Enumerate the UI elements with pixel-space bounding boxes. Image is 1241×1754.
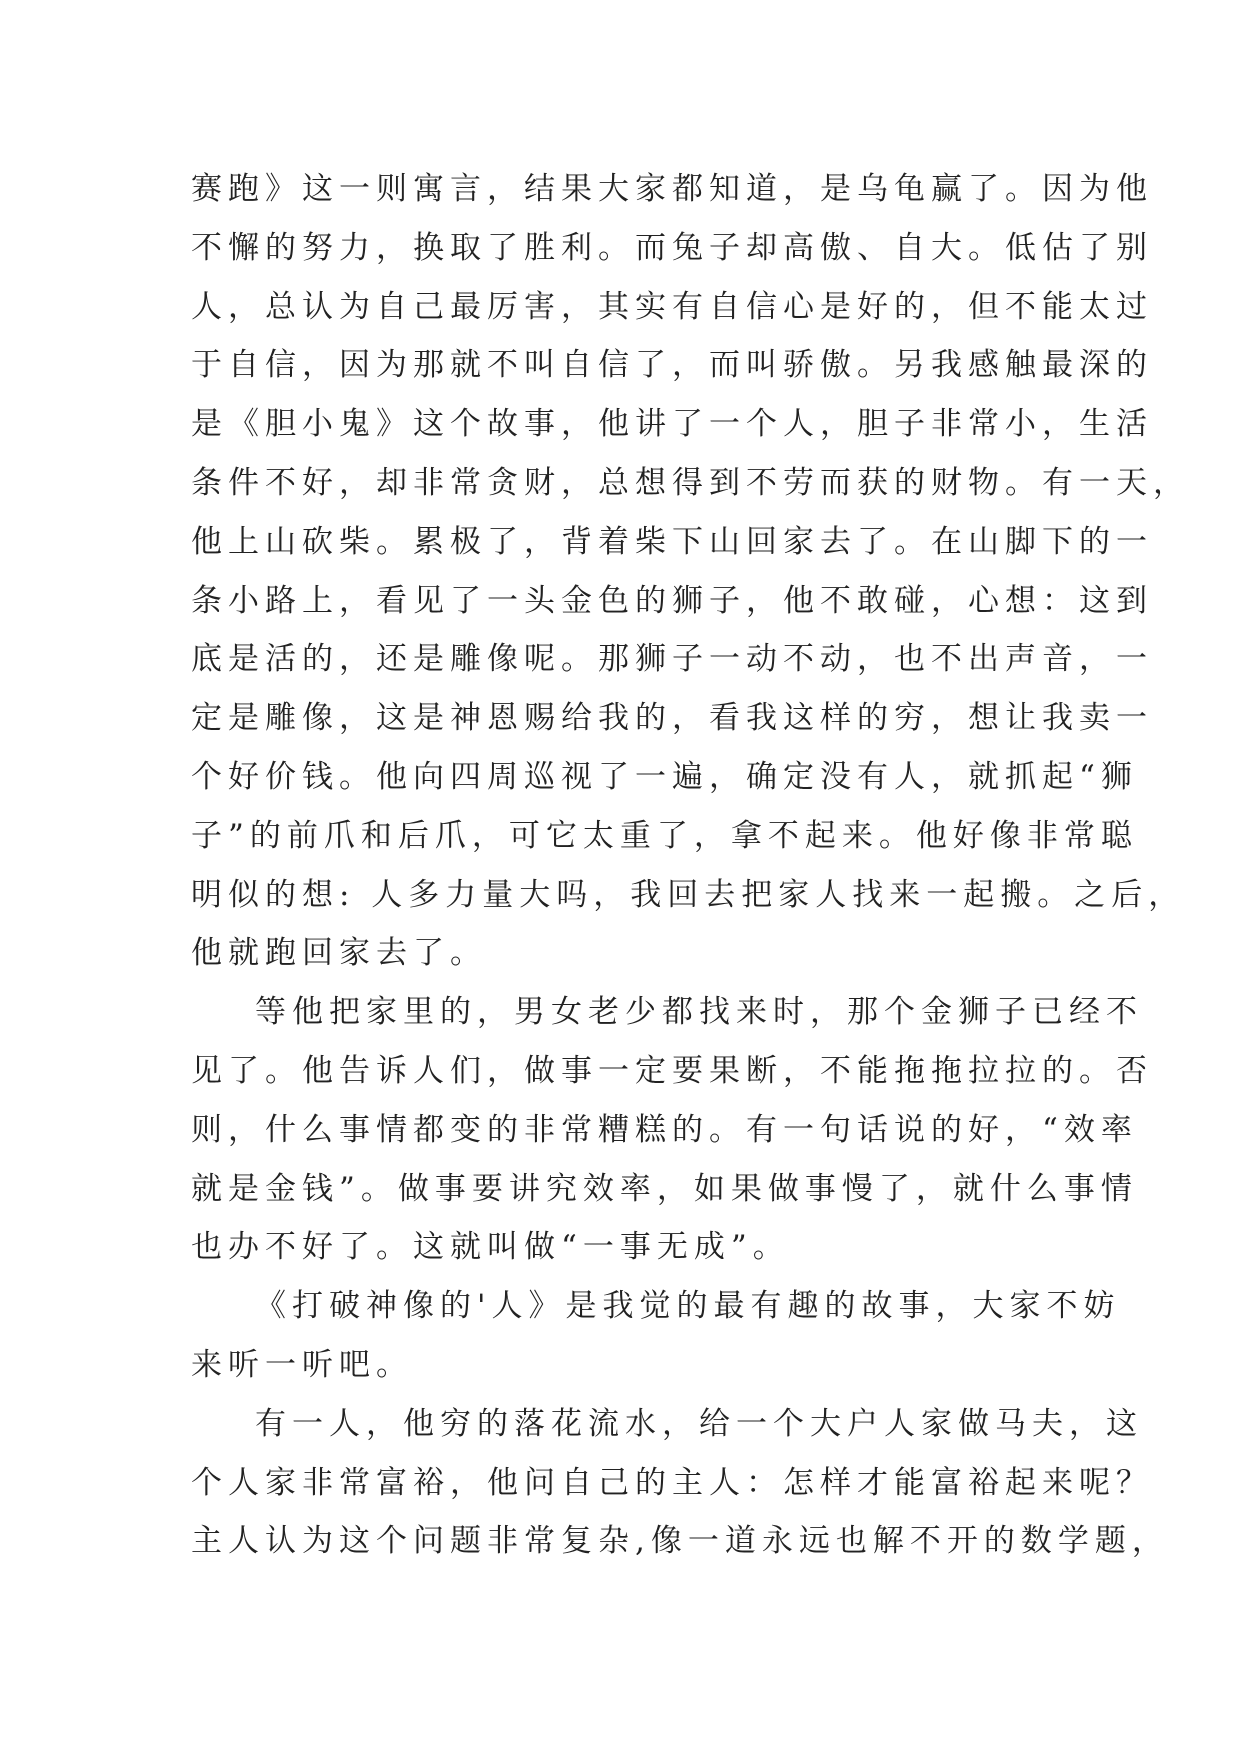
paragraph-first-line: 有一人，他穷的落花流水，给一个大户人家做马夫，这 [255, 1405, 1143, 1442]
text-line: 他上山砍柴。累极了，背着柴下山回家去了。在山脚下的一 [191, 523, 1153, 560]
text-line: 条小路上，看见了一头金色的狮子，他不敢碰，心想：这到 [191, 582, 1153, 619]
text-line: 底是活的，还是雕像呢。那狮子一动不动，也不出声音，一 [191, 641, 1153, 678]
text-line: 赛跑》这一则寓言，结果大家都知道，是乌龟赢了。因为他 [191, 171, 1153, 207]
text-line: 个人家非常富裕，他问自己的主人：怎样才能富裕起来呢？ [191, 1464, 1153, 1501]
text-line: 人，总认为自己最厉害，其实有自信心是好的，但不能太过 [191, 288, 1153, 325]
text-line: 个好价钱。他向四周巡视了一遍，确定没有人，就抓起“狮 [191, 758, 1138, 795]
text-line: 不懈的努力，换取了胜利。而兔子却高傲、自大。低估了别 [191, 229, 1153, 266]
text-line: 是《胆小鬼》这个故事，他讲了一个人，胆子非常小，生活 [191, 406, 1153, 443]
body-text [191, 160, 1190, 1571]
text-line: 来听一听吧。 [191, 1346, 413, 1383]
text-line: 也办不好了。这就叫做“一事无成”。 [191, 1229, 790, 1266]
text-line: 见了。他告诉人们，做事一定要果断，不能拖拖拉拉的。否 [191, 1052, 1153, 1089]
text-line: 条件不好，却非常贪财，总想得到不劳而获的财物。有一天， [191, 464, 1190, 501]
text-line: 则，什么事情都变的非常糟糕的。有一句话说的好，“效率 [191, 1111, 1138, 1148]
text-line: 定是雕像，这是神恩赐给我的，看我这样的穷，想让我卖一 [191, 700, 1153, 737]
paragraph-first-line: 《打破神像的'人》是我觉的最有趣的故事，大家不妨 [255, 1288, 1121, 1325]
text-line: 主人认为这个问题非常复杂,像一道永远也解不开的数学题， [191, 1523, 1169, 1560]
text-line: 明似的想: 人多力量大吗，我回去把家人找来一起搬。之后， [191, 876, 1186, 913]
text-line: 就是金钱”。做事要讲究效率，如果做事慢了，就什么事情 [191, 1170, 1138, 1207]
paragraph-first-line: 等他把家里的，男女老少都找来时，那个金狮子已经不 [255, 994, 1143, 1031]
text-line: 于自信，因为那就不叫自信了，而叫骄傲。另我感触最深的 [191, 347, 1153, 384]
text-line: 子”的前爪和后爪，可它太重了，拿不起来。他好像非常聪 [191, 817, 1138, 854]
text-line: 他就跑回家去了。 [191, 935, 487, 972]
